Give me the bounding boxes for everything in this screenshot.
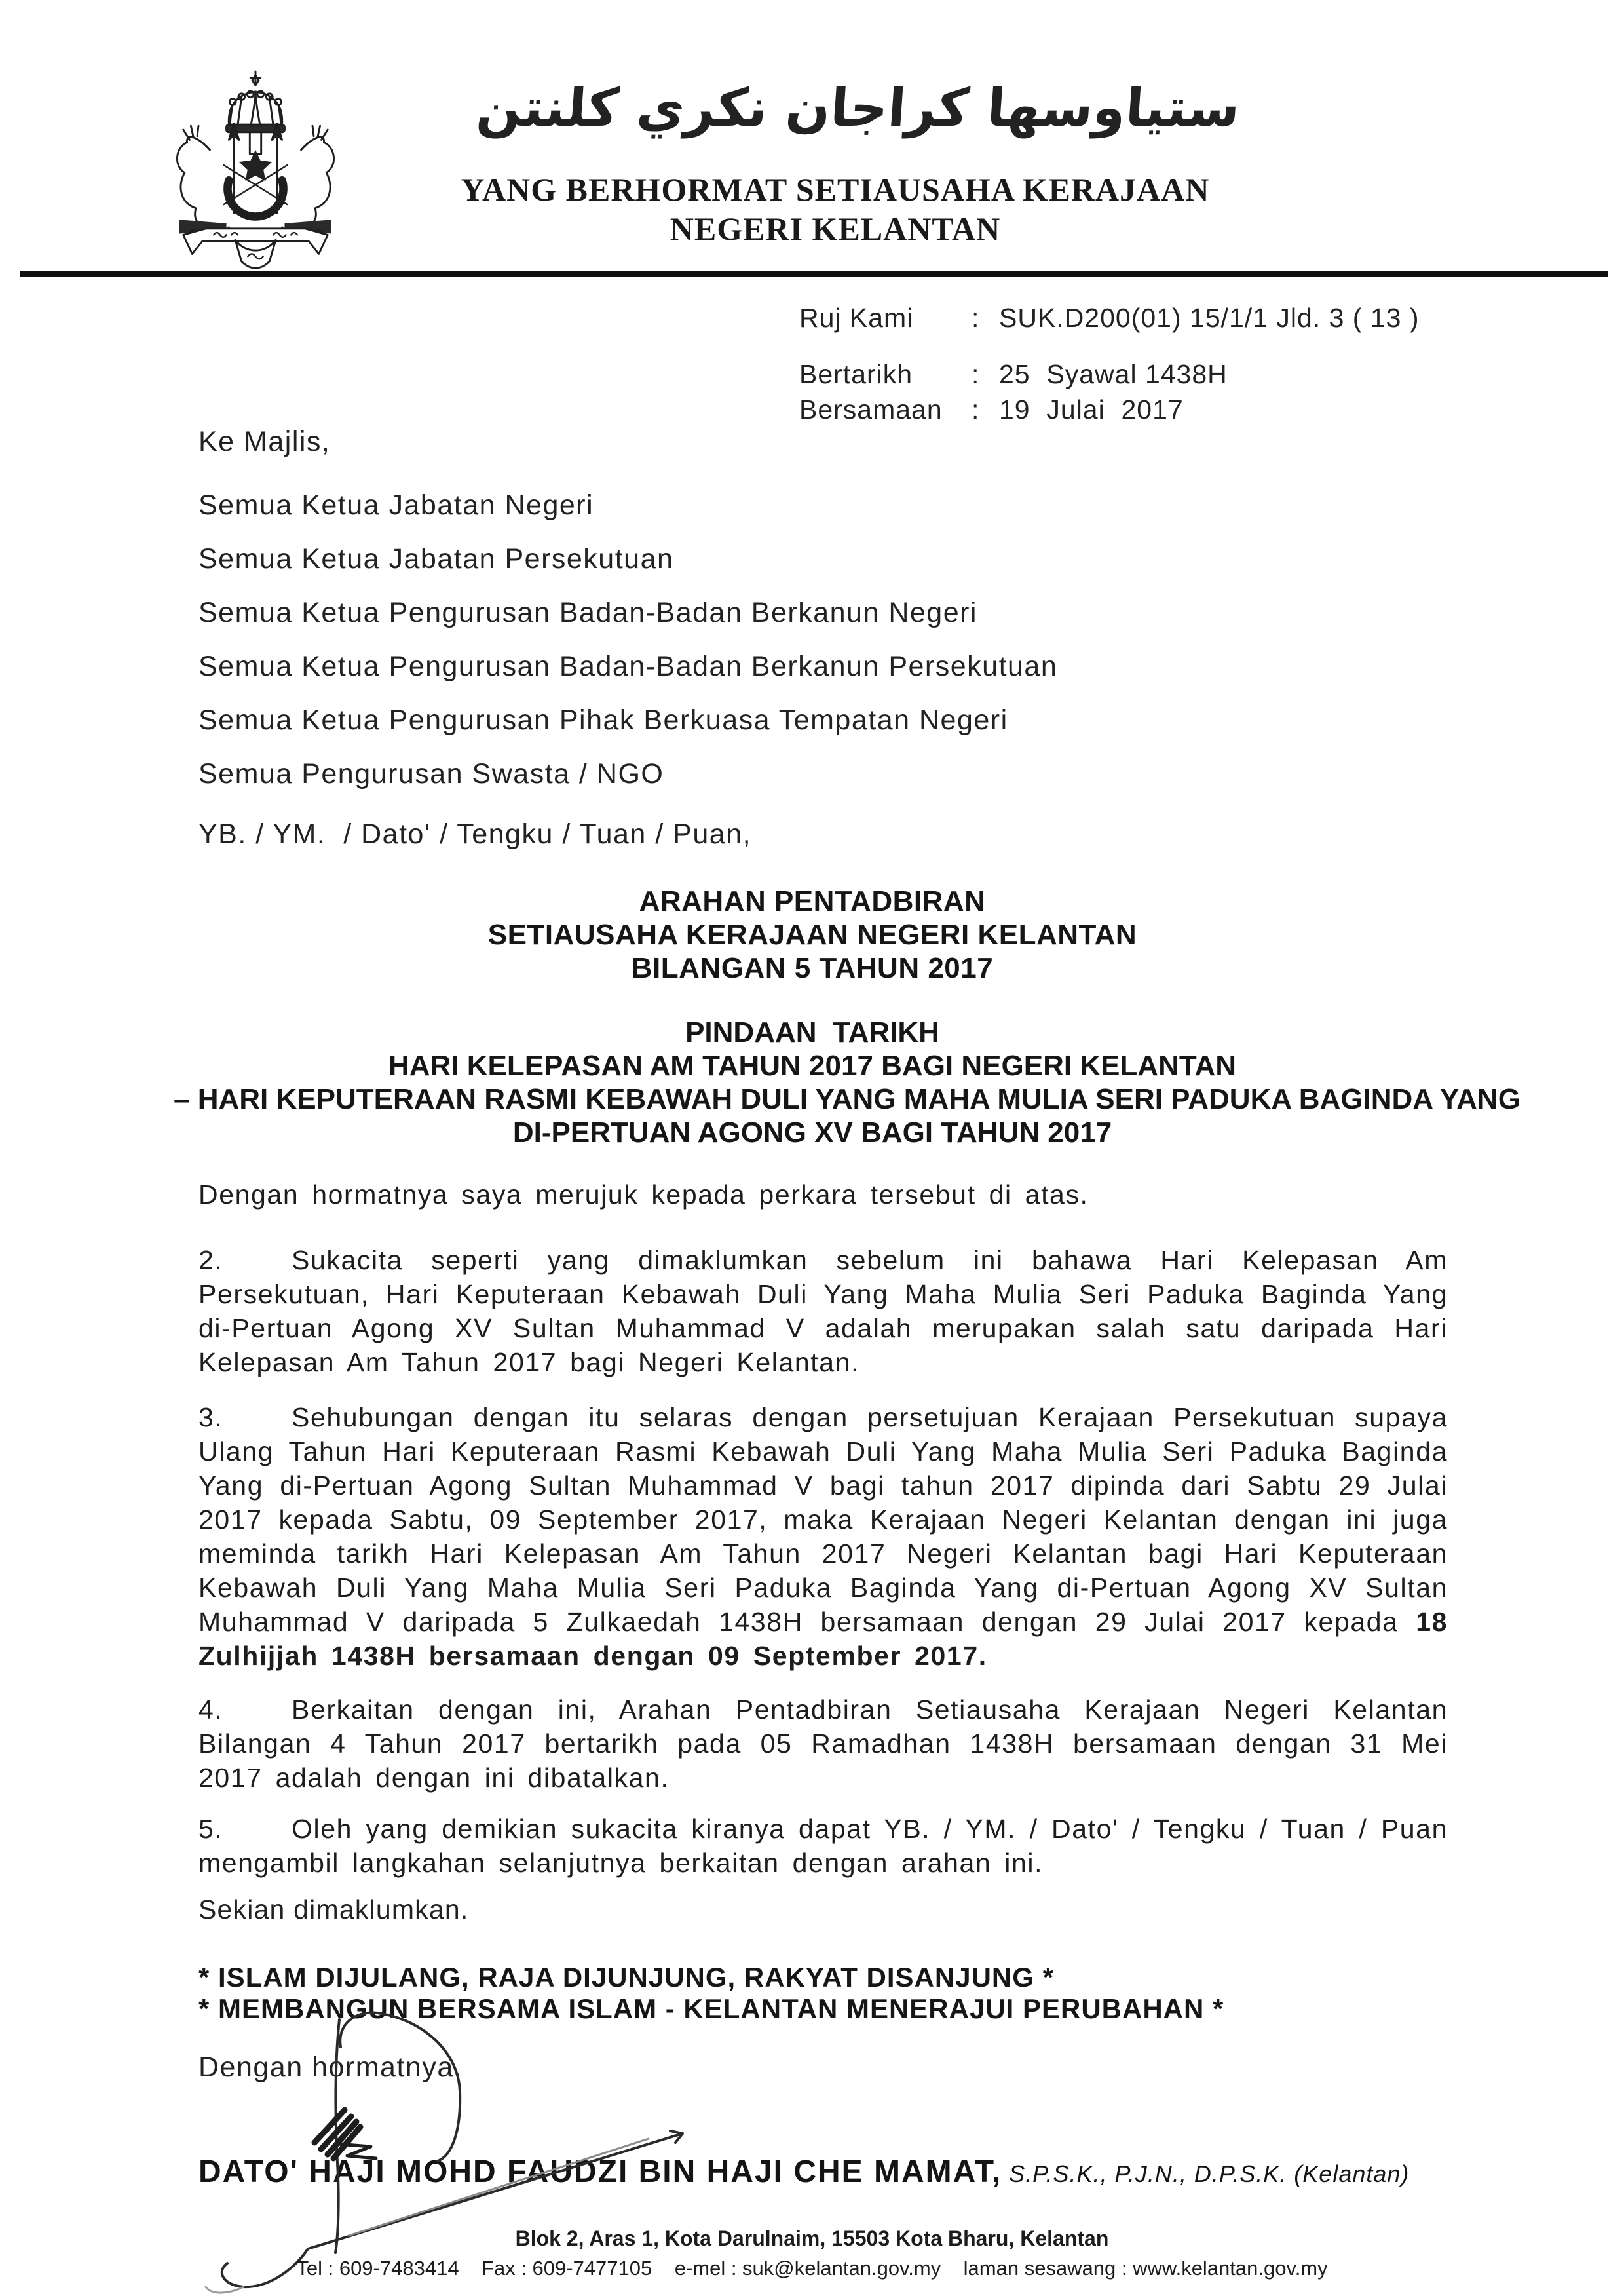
paragraph-text: Sukacita seperti yang dimaklumkan sebelum ini bahawa Hari Kelepasan Am Persekutuan, Hari Keputeraan Kebawah Duli Yang Maha Mulia Seri Paduka Baginda Yang di-Pertuan Agong XV Sultan Muhammad V adalah merupakan salah satu daripada Hari Kelepasan Am Tahun 2017 bagi Negeri Kelantan. bbox=[198, 1245, 1448, 1377]
slogan-line1: * ISLAM DIJULANG, RAJA DIJUNJUNG, RAKYAT DISANJUNG * bbox=[198, 1962, 1054, 1993]
ref-value: SUK.D200(01) 15/1/1 Jld. 3 ( 13 ) bbox=[999, 303, 1420, 333]
paragraph-text: Sehubungan dengan itu selaras dengan persetujuan Kerajaan Persekutuan supaya Ulang Tahun Hari Keputeraan Rasmi Kebawah Duli Yang Maha Mulia Seri Paduka Baginda Yang di-Pertuan Agong Sultan Muhammad V bagi tahun 2017 dipinda dari Sabtu 29 Julai 2017 kepada Sabtu, 09 September 2017, maka Kerajaan Negeri Kelantan dengan ini juga meminda tarikh Hari Kelepasan Am Tahun 2017 Negeri Kelantan bagi Hari Keputeraan Kebawah Duli Yang Maha Mulia Seri Paduka Baginda Yang di-Pertuan Agong XV Sultan Muhammad V daripada 5 Zulkaedah 1438H bersamaan dengan 29 Julai 2017 kepada bbox=[198, 1402, 1448, 1637]
signatory-honorifics: S.P.S.K., P.J.N., D.P.S.K. (Kelantan) bbox=[1002, 2160, 1410, 2187]
paragraph-4 bbox=[198, 1693, 1448, 1795]
directive-title-line: BILANGAN 5 TAHUN 2017 bbox=[631, 952, 994, 984]
paragraph-text-bold: 18 Zulhijjah 1438H bersamaan dengan 09 September 2017. bbox=[198, 1607, 1448, 1671]
paragraph-3 bbox=[198, 1400, 1448, 1673]
org-name-line2: NEGERI KELANTAN bbox=[670, 210, 1001, 247]
header-divider bbox=[20, 271, 1608, 277]
subject-line: DI-PERTUAN AGONG XV BAGI TAHUN 2017 bbox=[512, 1117, 1112, 1149]
slogan-line2: * MEMBANGUN BERSAMA ISLAM - KELANTAN MENERAJUI PERUBAHAN * bbox=[198, 1993, 1224, 2024]
recipient-opening: Ke Majlis, bbox=[198, 426, 331, 457]
date-value: 25 Syawal 1438H bbox=[999, 359, 1228, 389]
paragraph-2 bbox=[198, 1243, 1448, 1379]
date-hijri-row bbox=[799, 359, 1228, 390]
subject-line: HARI KELEPASAN AM TAHUN 2017 BAGI NEGERI KELANTAN bbox=[388, 1050, 1237, 1082]
date-separator: : bbox=[972, 359, 980, 389]
recipient-line: Semua Ketua Jabatan Persekutuan bbox=[198, 543, 674, 575]
recipient-line: Semua Ketua Pengurusan Badan-Badan Berkanun Persekutuan bbox=[198, 651, 1058, 682]
subject-line: – HARI KEPUTERAAN RASMI KEBAWAH DULI YANG MAHA MULIA SERI PADUKA BAGINDA YANG bbox=[174, 1083, 1520, 1115]
subject-title bbox=[174, 1016, 1520, 1149]
paragraph-number: 3. bbox=[198, 1402, 223, 1432]
footer-contact: Tel : 609-7483414 Fax : 609-7477105 e-mel : suk@kelantan.gov.my laman sesawang : www.kelantan.gov.my bbox=[296, 2257, 1328, 2280]
signatory-name: DATO' HAJI MOHD FAUDZI BIN HAJI CHE MAMAT, bbox=[198, 2154, 1002, 2189]
subject-line: PINDAAN TARIKH bbox=[685, 1016, 939, 1048]
paragraph-number: 2. bbox=[198, 1245, 223, 1275]
directive-title bbox=[174, 885, 1451, 985]
paragraph-text: Berkaitan dengan ini, Arahan Pentadbiran Setiausaha Kerajaan Negeri Kelantan Bilangan 4 Tahun 2017 bertarikh pada 05 Ramadhan 1438H bersamaan dengan 31 Mei 2017 adalah dengan ini dibatalkan. bbox=[198, 1694, 1448, 1793]
salutation-line: YB. / YM. / Dato' / Tengku / Tuan / Puan, bbox=[198, 818, 752, 850]
date-label: Bersamaan bbox=[799, 394, 943, 425]
ref-separator: : bbox=[972, 303, 980, 333]
paragraph-number: 5. bbox=[198, 1814, 223, 1844]
date-gregorian-row bbox=[799, 394, 1184, 425]
date-label: Bertarikh bbox=[799, 359, 913, 389]
closing-line: Sekian dimaklumkan. bbox=[198, 1894, 469, 1924]
paragraph-intro: Dengan hormatnya saya merujuk kepada perkara tersebut di atas. bbox=[198, 1179, 1089, 1210]
paragraph-text: Oleh yang demikian sukacita kiranya dapat YB. / YM. / Dato' / Tengku / Tuan / Puan mengambil langkahan selanjutnya berkaitan dengan arahan ini. bbox=[198, 1814, 1448, 1878]
ref-label: Ruj Kami bbox=[799, 303, 914, 333]
recipient-line: Semua Ketua Pengurusan Pihak Berkuasa Tempatan Negeri bbox=[198, 704, 1008, 736]
paragraph-number: 4. bbox=[198, 1694, 223, 1725]
org-name-line1: YANG BERHORMAT SETIAUSAHA KERAJAAN bbox=[461, 171, 1210, 208]
signoff-opening: Dengan hormatnya, bbox=[198, 2052, 463, 2083]
reference-row bbox=[799, 303, 1419, 334]
jawi-calligraphy: ستياوسها كراجان نكري كلنتن bbox=[474, 77, 1242, 138]
footer-address: Blok 2, Aras 1, Kota Darulnaim, 15503 Kota Bharu, Kelantan bbox=[515, 2227, 1109, 2250]
directive-title-line: ARAHAN PENTADBIRAN bbox=[639, 885, 986, 917]
date-value: 19 Julai 2017 bbox=[999, 394, 1184, 425]
directive-title-line: SETIAUSAHA KERAJAAN NEGERI KELANTAN bbox=[487, 919, 1137, 951]
date-separator: : bbox=[972, 394, 980, 425]
paragraph-5 bbox=[198, 1812, 1448, 1880]
recipient-line: Semua Ketua Jabatan Negeri bbox=[198, 489, 594, 521]
recipient-line: Semua Ketua Pengurusan Badan-Badan Berkanun Negeri bbox=[198, 597, 977, 628]
recipient-line: Semua Pengurusan Swasta / NGO bbox=[198, 758, 664, 790]
